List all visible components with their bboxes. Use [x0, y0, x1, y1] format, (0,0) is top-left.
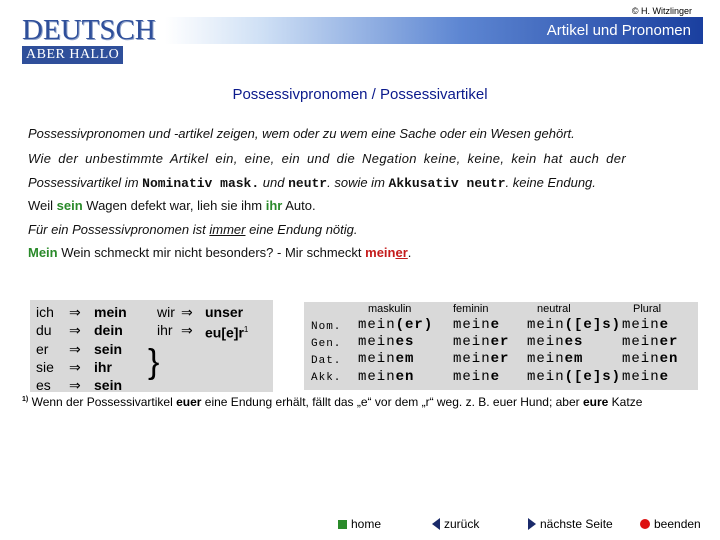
possessive: ihr: [94, 359, 112, 375]
table-cell: [453, 351, 509, 367]
stem: mein: [358, 369, 396, 385]
pronoun: er: [36, 341, 49, 357]
pronoun: du: [36, 322, 52, 338]
brace-icon: }: [148, 343, 160, 381]
paragraph-1: Possessivpronomen und -artikel zeigen, wem oder zu wem eine Sache oder ein Wesen gehört.: [28, 126, 575, 141]
ending: ([e]s): [564, 369, 622, 385]
arrow-icon: ⇒: [69, 377, 81, 393]
table-cell: [622, 334, 678, 350]
end-button[interactable]: [640, 517, 701, 531]
stem: mein: [358, 351, 396, 367]
table-cell: [358, 369, 414, 385]
p3-text-g: . keine Endung.: [505, 175, 596, 190]
ending: e: [490, 317, 501, 333]
next-label: nächste Seite: [540, 517, 613, 531]
table-cell: [622, 369, 669, 385]
case-label: Gen.: [311, 338, 342, 350]
p3-akkusativ: Akkusativ neutr: [388, 176, 506, 191]
ending: en: [395, 369, 415, 385]
stem: mein: [453, 317, 491, 333]
footnote-euer: euer: [176, 395, 202, 409]
possessive: dein: [94, 322, 123, 338]
stem: mein: [453, 334, 491, 350]
footnote-ref: 1: [243, 325, 249, 334]
table-cell: [622, 317, 669, 333]
col-header-maskulin: maskulin: [368, 303, 412, 315]
p5-text-c: eine Endung nötig.: [245, 222, 358, 237]
p3-text-e: . sowie im: [327, 175, 389, 190]
pronoun: sie: [36, 359, 54, 375]
footnote-text-a: Wenn der Possessivartikel: [31, 395, 177, 409]
ending: e: [659, 369, 670, 385]
footnote-text-e: Katze: [608, 395, 643, 409]
logo-main: DEUTSCH: [22, 14, 156, 46]
paragraph-3: [28, 175, 688, 191]
table-cell: [358, 351, 414, 367]
ending: e: [659, 317, 670, 333]
stem: mein: [622, 317, 660, 333]
table-cell: [527, 351, 583, 367]
p4-text-e: Auto.: [282, 198, 316, 213]
table-cell: [453, 317, 500, 333]
stem: mein: [622, 369, 660, 385]
col-header-plural: Plural: [633, 303, 662, 315]
title-banner: [165, 17, 703, 44]
page-title: Artikel und Pronomen: [546, 22, 691, 39]
ending: em: [564, 351, 584, 367]
arrow-icon: ⇒: [69, 341, 81, 357]
col-header-feminin: feminin: [453, 303, 489, 315]
stem: mein: [527, 369, 565, 385]
back-button[interactable]: [432, 517, 479, 531]
table-cell: [527, 369, 621, 385]
next-page-button[interactable]: [528, 517, 613, 531]
arrow-icon: ⇒: [69, 359, 81, 375]
arrow-icon: ⇒: [181, 322, 193, 338]
case-label: Akk.: [311, 372, 342, 384]
ending: ([e]s): [564, 317, 622, 333]
copyright: © H. Witzlinger: [631, 6, 692, 16]
pronoun: ihr: [157, 322, 173, 338]
back-label: zurück: [444, 517, 480, 531]
p5-immer: immer: [209, 222, 246, 237]
p3-text-c: und: [259, 175, 289, 190]
logo: [22, 15, 162, 64]
paragraph-6: [28, 245, 688, 260]
p6-text-b: Wein schmeckt mir nicht besonders? - Mir schmeckt: [57, 245, 366, 260]
table-cell: [453, 334, 509, 350]
ending: es: [564, 334, 584, 350]
home-button[interactable]: [338, 517, 381, 531]
pronoun: es: [36, 377, 51, 393]
case-label: Nom.: [311, 321, 342, 333]
p5-text-a: Für ein Possessivpronomen ist: [28, 222, 210, 237]
arrow-icon: ⇒: [181, 304, 193, 320]
table-cell: [622, 351, 678, 367]
stem: mein: [622, 351, 660, 367]
ending: en: [659, 351, 679, 367]
ending: em: [395, 351, 415, 367]
footnote: [22, 395, 642, 409]
p6-meiner-stem: mein: [365, 245, 396, 260]
arrow-icon: ⇒: [69, 304, 81, 320]
p6-meiner-ending: er: [395, 245, 408, 260]
possessive: unser: [205, 304, 244, 320]
pronoun: wir: [157, 304, 175, 320]
stem: mein: [453, 351, 491, 367]
table-cell: [358, 317, 433, 333]
possessive: [205, 321, 248, 342]
p4-ihr: ihr: [265, 198, 283, 213]
end-label: beenden: [654, 517, 701, 531]
logo-sub: ABER HALLO: [22, 46, 123, 64]
footnote-eure: eure: [582, 395, 609, 409]
triangle-right-icon: [528, 518, 536, 530]
p3-neutr: neutr: [288, 176, 328, 191]
p3-nominativ: Nominativ mask.: [142, 176, 260, 191]
stem: mein: [358, 334, 396, 350]
square-icon: [338, 520, 347, 529]
stem: mein: [527, 351, 565, 367]
section-heading: Possessivpronomen / Possessivartikel: [232, 86, 488, 103]
ending: er: [490, 351, 510, 367]
p3-text-a: Possessivartikel im: [28, 175, 143, 190]
possessive: sein: [94, 377, 123, 393]
col-header-neutral: neutral: [537, 303, 571, 315]
table-cell: [527, 334, 583, 350]
ending: e: [490, 369, 501, 385]
possessive: mein: [94, 304, 127, 320]
stem: mein: [527, 317, 565, 333]
footnote-marker: 1): [22, 396, 29, 403]
table-cell: [453, 369, 500, 385]
p4-text-a: Weil: [28, 198, 57, 213]
p6-text-e: .: [407, 245, 412, 260]
table-cell: [358, 334, 414, 350]
stem: mein: [453, 369, 491, 385]
circle-icon: [640, 519, 650, 529]
ending: er: [659, 334, 679, 350]
possessive-text: eu[e]r: [205, 324, 244, 341]
home-label: home: [351, 517, 382, 531]
footnote-text-c: eine Endung erhält, fällt das „e“ vor dem „r“ weg. z. B. euer Hund; aber: [201, 395, 583, 409]
ending: es: [395, 334, 415, 350]
paragraph-4: [28, 198, 688, 213]
ending: (er): [395, 317, 434, 333]
paragraph-2: Wie der unbestimmte Artikel ein, eine, ein und die Negation keine, keine, kein hat auch der: [28, 151, 626, 166]
p4-sein: sein: [56, 198, 83, 213]
stem: mein: [527, 334, 565, 350]
table-cell: [527, 317, 621, 333]
pronoun: ich: [36, 304, 54, 320]
possessive: sein: [94, 341, 123, 357]
p6-mein: Mein: [28, 245, 58, 260]
case-label: Dat.: [311, 355, 342, 367]
ending: er: [490, 334, 510, 350]
stem: mein: [358, 317, 396, 333]
arrow-icon: ⇒: [69, 322, 81, 338]
triangle-left-icon: [432, 518, 440, 530]
stem: mein: [622, 334, 660, 350]
p4-text-c: Wagen defekt war, lieh sie ihm: [82, 198, 266, 213]
paragraph-5: [28, 222, 688, 237]
